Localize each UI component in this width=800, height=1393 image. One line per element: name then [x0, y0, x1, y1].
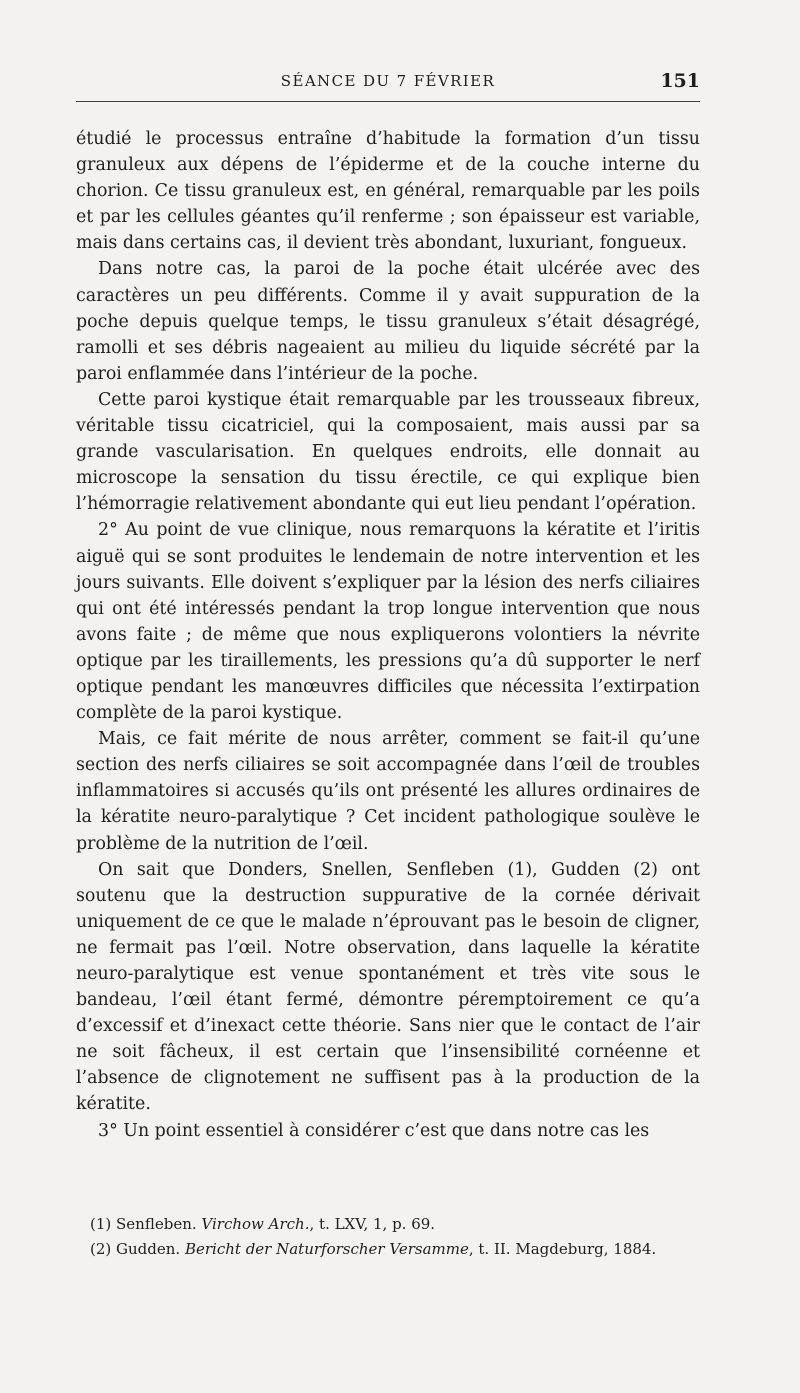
- footnote-title: Virchow Arch.: [201, 1215, 310, 1233]
- body-text: [76, 126, 700, 1144]
- footnote-marker: (1): [90, 1215, 112, 1233]
- paragraph: étudié le processus entraîne d’habitude la formation d’un tissu granuleux aux dépens de l’épiderme et de la couche interne du chorion. Ce tissu granuleux est, en général, remarquable par les poils et par les cellules géantes qu’il renferme ; son épaisseur est variable, mais dans certains cas, il devient très abondant, luxuriant, fongueux.: [76, 129, 700, 254]
- footnotes: [90, 1212, 700, 1262]
- footnote-title: Bericht der Naturforscher Versamme: [184, 1240, 469, 1258]
- paragraph: Cette paroi kystique était remarquable par les trousseaux fibreux, véritable tissu cicatriciel, qui la composaient, mais aussi par sa grande vascularisation. En quelques endroits, elle donnait au microscope la sensation du tissu érectile, ce qui explique bien l’hémorragie relativement abondante qui eut lieu pendant l’opération.: [76, 389, 700, 515]
- paragraph: 2° Au point de vue clinique, nous remarquons la kératite et l’iritis aiguë qui se sont produites le lendemain de notre intervention et les jours suivants. Elle doivent s’expliquer par la lésion des nerfs ciliaires qui ont été intéressés pendant la trop longue intervention que nous avons faite ; de même que nous expliquerons volontiers la névrite optique par les tiraillements, les pressions qu’a dû supporter le nerf optique pendant les manœuvres difficiles que nécessita l’extirpation complète de la paroi kystique.: [76, 520, 700, 724]
- paragraph: Mais, ce fait mérite de nous arrêter, comment se fait-il qu’une section des nerfs ciliaires se soit accompagnée dans l’œil de troubles inflammatoires si accusés qu’ils ont présenté les allures ordinaires de la kératite neuro-paralytique ? Cet incident pathologique soulève le problème de la nutrition de l’œil.: [76, 729, 700, 854]
- header-rule: [76, 101, 700, 102]
- footnote-author: Gudden.: [116, 1240, 181, 1258]
- page-number: 151: [660, 70, 700, 92]
- paragraph: On sait que Donders, Snellen, Senfleben (1), Gudden (2) ont soutenu que la destruction suppurative de la cornée dérivait uniquement de ce que le malade n’éprouvant pas le besoin de cligner, ne fermait pas l’œil. Notre observation, dans laquelle la kératite neuro-paralytique est venue spontanément et très vite sous le bandeau, l’œil étant fermé, démontre péremptoirement ce qu’a d’excessif et d’inexact cette théorie. Sans nier que le contact de l’air ne soit fâcheux, il est certain que l’insensibilité cornéenne et l’absence de clignotement ne suffisent pas à la production de la kératite.: [76, 859, 700, 1115]
- footnote-details: , t. LXV, 1, p. 69.: [309, 1215, 436, 1233]
- footnote-marker: (2): [90, 1240, 112, 1258]
- paragraph: 3° Un point essentiel à considérer c’est que dans notre cas les: [98, 1120, 650, 1141]
- running-title: SÉANCE DU 7 FÉVRIER: [280, 72, 496, 90]
- footnote-author: Senfleben.: [116, 1215, 197, 1233]
- footnote: [90, 1212, 700, 1237]
- paragraph: Dans notre cas, la paroi de la poche était ulcérée avec des caractères un peu différents. Comme il y avait suppuration de la poche depuis quelque temps, le tissu granuleux s’était désagrégé, ramolli et ses débris nageaient au milieu du liquide sécrété par la paroi enflammée dans l’intérieur de la poche.: [76, 259, 700, 384]
- footnote-details: , t. II. Magdeburg, 1884.: [468, 1240, 657, 1258]
- footnote: [90, 1237, 700, 1262]
- page-header: [76, 72, 700, 96]
